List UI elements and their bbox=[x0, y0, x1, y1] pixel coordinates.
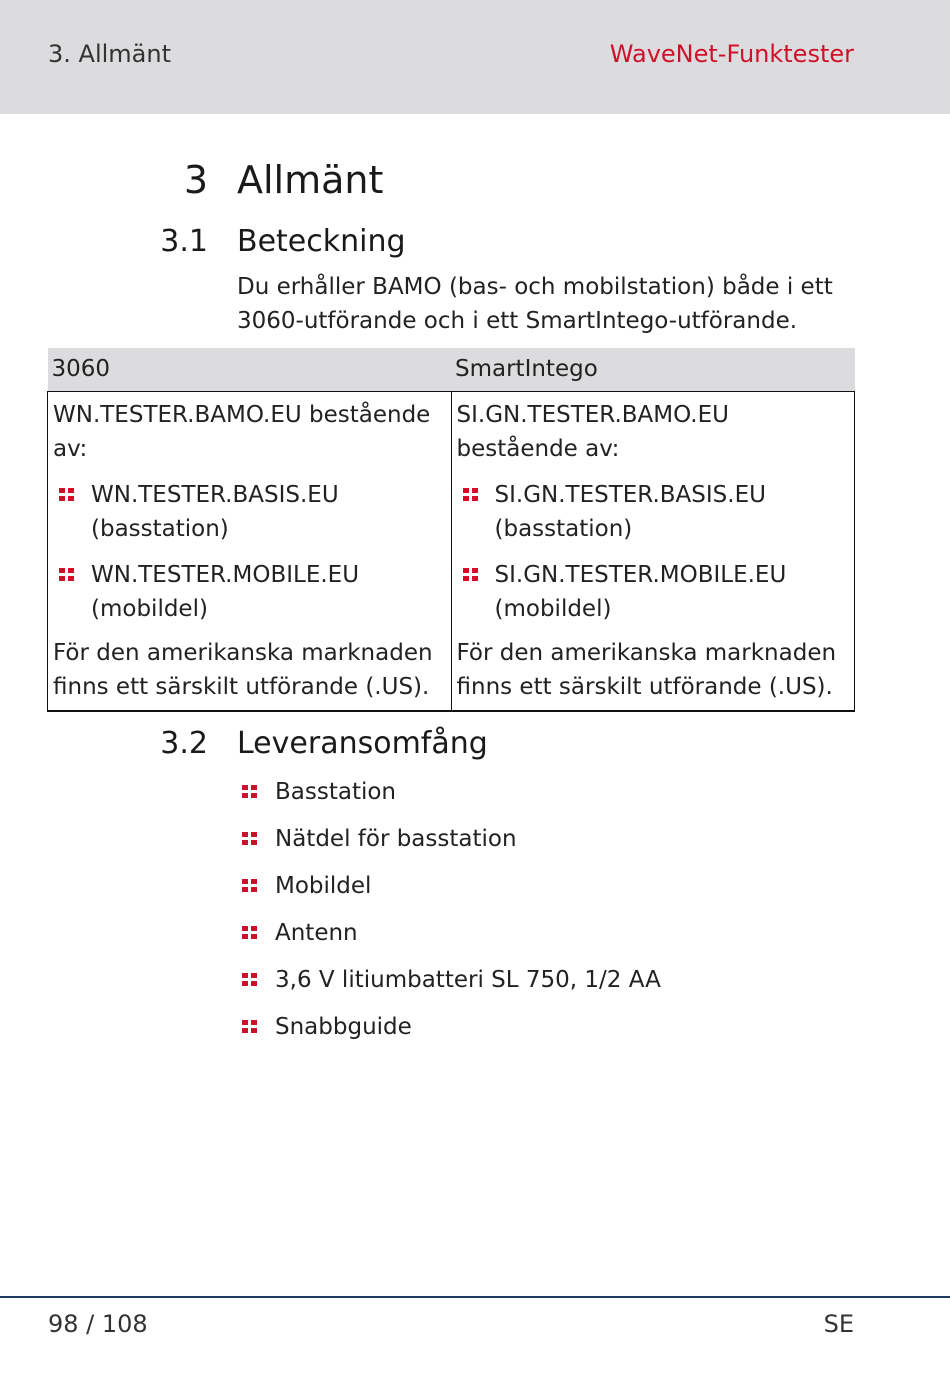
list-item-label: Mobildel bbox=[275, 873, 372, 899]
list-item-label: Snabbguide bbox=[275, 1014, 412, 1040]
cell-lead: WN.TESTER.BAMO.EU bestående av: bbox=[53, 402, 431, 462]
cell-lead: SI.GN.TESTER.BAMO.EU bestående av: bbox=[456, 402, 729, 462]
section-number: 3.1 bbox=[160, 224, 208, 259]
table-header-smartintego: SmartIntego bbox=[451, 348, 855, 392]
list-item bbox=[53, 478, 447, 546]
language-code: SE bbox=[823, 1310, 854, 1338]
list-item bbox=[457, 478, 851, 546]
list-item bbox=[242, 776, 661, 823]
bullet-icon bbox=[242, 785, 258, 799]
table-cell-3060 bbox=[48, 392, 452, 712]
component-list bbox=[457, 478, 851, 626]
section-intro: Du erhåller BAMO (bas- och mobilstation) både i ett 3060-utförande och i ett SmartIntego-utförande. bbox=[237, 274, 833, 334]
header-chapter: 3. Allmänt bbox=[48, 40, 171, 68]
list-item bbox=[457, 558, 851, 626]
page-header bbox=[0, 0, 950, 114]
list-item bbox=[53, 558, 447, 626]
list-item-label: Nätdel för basstation bbox=[275, 826, 517, 852]
cell-note: För den amerikanska marknaden finns ett särskilt utförande (.US). bbox=[53, 640, 433, 700]
list-item-label: Basstation bbox=[275, 779, 397, 805]
bullet-icon bbox=[463, 488, 479, 502]
bullet-icon bbox=[242, 1020, 258, 1034]
bullet-icon bbox=[59, 488, 75, 502]
table-cell-smartintego bbox=[451, 392, 855, 712]
bullet-icon bbox=[242, 879, 258, 893]
list-item-label: 3,6 V litiumbatteri SL 750, 1/2 AA bbox=[275, 967, 661, 993]
delivery-list bbox=[242, 776, 661, 1058]
section-number: 3.2 bbox=[160, 726, 208, 761]
chapter-heading bbox=[0, 158, 950, 206]
bullet-icon bbox=[242, 926, 258, 940]
bullet-icon bbox=[463, 568, 479, 582]
page-number: 98 / 108 bbox=[48, 1310, 148, 1338]
bullet-icon bbox=[242, 832, 258, 846]
component-list bbox=[53, 478, 447, 626]
section-title: Beteckning bbox=[237, 224, 406, 259]
footer-divider bbox=[0, 1296, 950, 1298]
section-heading-designation bbox=[0, 224, 950, 264]
cell-note: För den amerikanska marknaden finns ett särskilt utförande (.US). bbox=[456, 640, 837, 700]
list-item bbox=[242, 823, 661, 870]
list-item-label: WN.TESTER.BASIS.EU (basstation) bbox=[91, 482, 339, 542]
header-product: WaveNet-Funktester bbox=[609, 40, 854, 68]
chapter-number: 3 bbox=[183, 158, 208, 202]
list-item-label: SI.GN.TESTER.MOBILE.EU (mobildel) bbox=[494, 562, 787, 622]
list-item-label: WN.TESTER.MOBILE.EU (mobildel) bbox=[91, 562, 360, 622]
list-item-label: SI.GN.TESTER.BASIS.EU (basstation) bbox=[494, 482, 766, 542]
section-heading-delivery bbox=[0, 726, 950, 766]
list-item bbox=[242, 917, 661, 964]
list-item bbox=[242, 870, 661, 917]
list-item bbox=[242, 964, 661, 1011]
section-title: Leveransomfång bbox=[237, 726, 488, 761]
table-header-3060: 3060 bbox=[48, 348, 452, 392]
chapter-title: Allmänt bbox=[237, 158, 384, 202]
list-item-label: Antenn bbox=[275, 920, 358, 946]
list-item bbox=[242, 1011, 661, 1058]
bullet-icon bbox=[242, 973, 258, 987]
bullet-icon bbox=[59, 568, 75, 582]
designation-table bbox=[47, 348, 855, 712]
